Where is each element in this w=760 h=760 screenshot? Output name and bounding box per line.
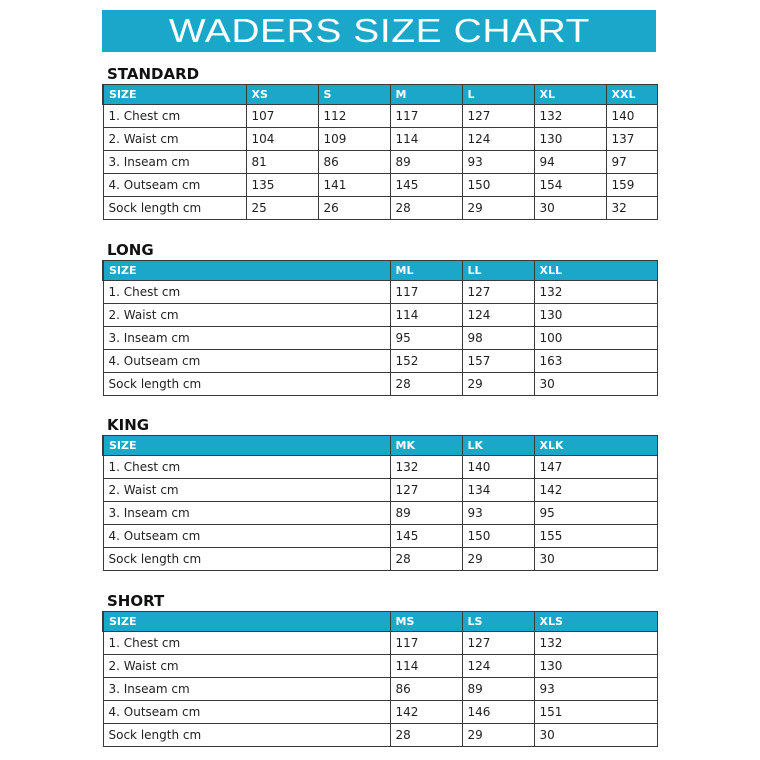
table-cell: 114 xyxy=(390,128,462,151)
table-cell: 25 xyxy=(246,197,318,220)
table-row xyxy=(103,350,657,373)
row-label: 4. Outseam cm xyxy=(103,174,246,197)
section-standard xyxy=(102,64,656,220)
table-row xyxy=(103,174,657,197)
row-label: 3. Inseam cm xyxy=(103,327,390,350)
table-cell: 127 xyxy=(390,479,462,502)
size-table-short xyxy=(102,611,658,747)
row-label: 2. Waist cm xyxy=(103,304,390,327)
table-cell: 109 xyxy=(318,128,390,151)
column-header: SIZE xyxy=(103,436,390,456)
column-header: XL xyxy=(534,85,606,105)
row-label: Sock length cm xyxy=(103,197,246,220)
table-cell: 163 xyxy=(534,350,657,373)
section-heading: SHORT xyxy=(107,592,165,610)
table-cell: 127 xyxy=(462,632,534,655)
table-cell: 93 xyxy=(462,502,534,525)
row-label: 2. Waist cm xyxy=(103,655,390,678)
page-title: WADERS SIZE CHART xyxy=(168,12,590,49)
table-row xyxy=(103,525,657,548)
column-header: XLS xyxy=(534,612,657,632)
column-header: SIZE xyxy=(103,85,246,105)
row-label: 4. Outseam cm xyxy=(103,701,390,724)
table-cell: 89 xyxy=(390,502,462,525)
table-cell: 154 xyxy=(534,174,606,197)
table-cell: 130 xyxy=(534,304,657,327)
column-header: MK xyxy=(390,436,462,456)
table-cell: 94 xyxy=(534,151,606,174)
table-cell: 89 xyxy=(390,151,462,174)
table-cell: 28 xyxy=(390,724,462,747)
table-cell: 124 xyxy=(462,304,534,327)
table-cell: 93 xyxy=(462,151,534,174)
table-row xyxy=(103,373,657,396)
table-cell: 114 xyxy=(390,655,462,678)
row-label: 4. Outseam cm xyxy=(103,525,390,548)
table-row xyxy=(103,724,657,747)
table-cell: 95 xyxy=(390,327,462,350)
column-header: XLL xyxy=(534,261,657,281)
table-row xyxy=(103,304,657,327)
table-cell: 30 xyxy=(534,724,657,747)
size-table-standard xyxy=(102,84,658,220)
table-row xyxy=(103,456,657,479)
table-row xyxy=(103,105,657,128)
table-cell: 137 xyxy=(606,128,657,151)
row-label: 1. Chest cm xyxy=(103,632,390,655)
table-cell: 150 xyxy=(462,525,534,548)
row-label: Sock length cm xyxy=(103,548,390,571)
column-header: S xyxy=(318,85,390,105)
table-header-row xyxy=(103,261,657,281)
column-header: SIZE xyxy=(103,612,390,632)
column-header: XLK xyxy=(534,436,657,456)
row-label: 3. Inseam cm xyxy=(103,678,390,701)
table-cell: 29 xyxy=(462,197,534,220)
table-cell: 142 xyxy=(534,479,657,502)
table-row xyxy=(103,327,657,350)
table-cell: 89 xyxy=(462,678,534,701)
section-heading: KING xyxy=(107,416,150,434)
table-row xyxy=(103,502,657,525)
column-header: MS xyxy=(390,612,462,632)
column-header: L xyxy=(462,85,534,105)
table-row xyxy=(103,128,657,151)
table-cell: 152 xyxy=(390,350,462,373)
row-label: 1. Chest cm xyxy=(103,456,390,479)
column-header: XS xyxy=(246,85,318,105)
table-row xyxy=(103,701,657,724)
table-cell: 26 xyxy=(318,197,390,220)
column-header: M xyxy=(390,85,462,105)
table-cell: 146 xyxy=(462,701,534,724)
row-label: Sock length cm xyxy=(103,373,390,396)
table-cell: 145 xyxy=(390,174,462,197)
table-cell: 140 xyxy=(606,105,657,128)
table-row xyxy=(103,655,657,678)
table-cell: 155 xyxy=(534,525,657,548)
row-label: 3. Inseam cm xyxy=(103,151,246,174)
table-cell: 117 xyxy=(390,281,462,304)
table-cell: 142 xyxy=(390,701,462,724)
table-cell: 127 xyxy=(462,105,534,128)
table-cell: 132 xyxy=(534,281,657,304)
table-cell: 100 xyxy=(534,327,657,350)
table-row xyxy=(103,548,657,571)
column-header: XXL xyxy=(606,85,657,105)
row-label: 2. Waist cm xyxy=(103,128,246,151)
section-king xyxy=(102,415,656,571)
row-label: 4. Outseam cm xyxy=(103,350,390,373)
table-cell: 98 xyxy=(462,327,534,350)
table-cell: 150 xyxy=(462,174,534,197)
table-cell: 135 xyxy=(246,174,318,197)
table-cell: 117 xyxy=(390,632,462,655)
table-cell: 104 xyxy=(246,128,318,151)
table-cell: 117 xyxy=(390,105,462,128)
table-cell: 151 xyxy=(534,701,657,724)
table-cell: 141 xyxy=(318,174,390,197)
table-cell: 130 xyxy=(534,128,606,151)
table-cell: 93 xyxy=(534,678,657,701)
table-cell: 124 xyxy=(462,128,534,151)
table-cell: 112 xyxy=(318,105,390,128)
table-cell: 28 xyxy=(390,197,462,220)
table-header-row xyxy=(103,436,657,456)
section-heading: LONG xyxy=(107,241,154,259)
table-cell: 147 xyxy=(534,456,657,479)
table-cell: 132 xyxy=(534,632,657,655)
table-cell: 124 xyxy=(462,655,534,678)
section-short xyxy=(102,591,656,747)
table-cell: 81 xyxy=(246,151,318,174)
table-cell: 107 xyxy=(246,105,318,128)
table-cell: 30 xyxy=(534,548,657,571)
table-cell: 32 xyxy=(606,197,657,220)
table-row xyxy=(103,678,657,701)
size-table-long xyxy=(102,260,658,396)
row-label: Sock length cm xyxy=(103,724,390,747)
section-long xyxy=(102,240,656,396)
table-cell: 159 xyxy=(606,174,657,197)
table-cell: 140 xyxy=(462,456,534,479)
table-cell: 29 xyxy=(462,724,534,747)
table-cell: 95 xyxy=(534,502,657,525)
table-row xyxy=(103,151,657,174)
table-cell: 29 xyxy=(462,373,534,396)
table-row xyxy=(103,281,657,304)
table-cell: 30 xyxy=(534,197,606,220)
size-table-king xyxy=(102,435,658,571)
table-row xyxy=(103,479,657,502)
row-label: 2. Waist cm xyxy=(103,479,390,502)
table-cell: 132 xyxy=(390,456,462,479)
table-cell: 30 xyxy=(534,373,657,396)
column-header: LS xyxy=(462,612,534,632)
table-row xyxy=(103,197,657,220)
table-cell: 130 xyxy=(534,655,657,678)
table-cell: 28 xyxy=(390,548,462,571)
table-cell: 29 xyxy=(462,548,534,571)
table-cell: 97 xyxy=(606,151,657,174)
row-label: 3. Inseam cm xyxy=(103,502,390,525)
table-row xyxy=(103,632,657,655)
table-cell: 28 xyxy=(390,373,462,396)
column-header: LL xyxy=(462,261,534,281)
table-cell: 86 xyxy=(318,151,390,174)
section-heading: STANDARD xyxy=(107,65,200,83)
table-cell: 157 xyxy=(462,350,534,373)
column-header: LK xyxy=(462,436,534,456)
table-cell: 134 xyxy=(462,479,534,502)
row-label: 1. Chest cm xyxy=(103,105,246,128)
row-label: 1. Chest cm xyxy=(103,281,390,304)
table-cell: 114 xyxy=(390,304,462,327)
table-cell: 127 xyxy=(462,281,534,304)
column-header: SIZE xyxy=(103,261,390,281)
page-title-banner xyxy=(102,10,656,52)
column-header: ML xyxy=(390,261,462,281)
table-header-row xyxy=(103,612,657,632)
table-cell: 132 xyxy=(534,105,606,128)
table-header-row xyxy=(103,85,657,105)
table-cell: 145 xyxy=(390,525,462,548)
table-cell: 86 xyxy=(390,678,462,701)
